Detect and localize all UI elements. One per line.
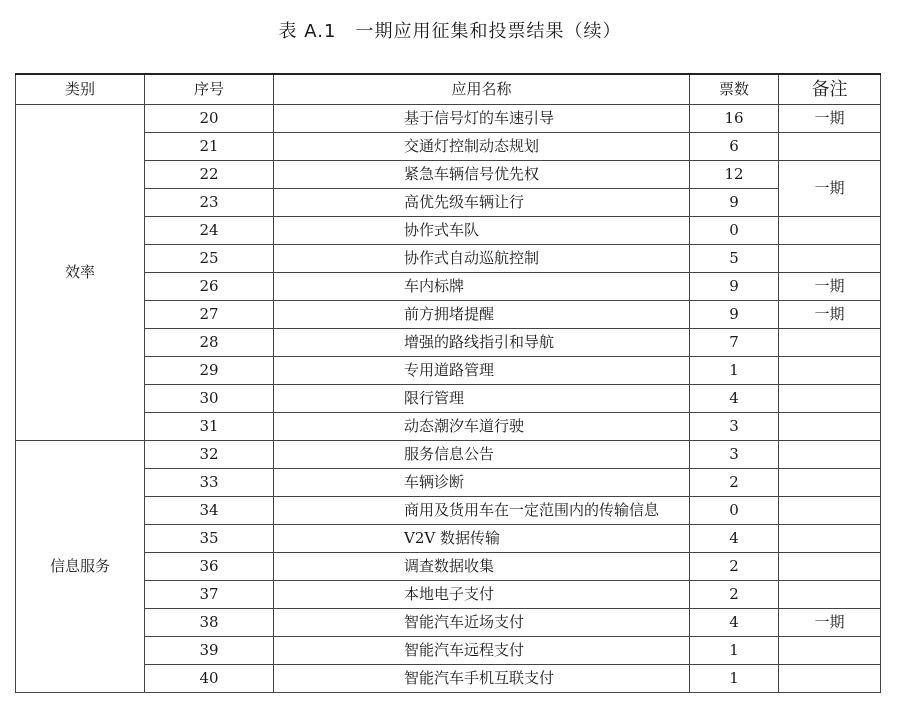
name-cell: 商用及货用车在一定范围内的传输信息 xyxy=(274,497,690,525)
note-cell xyxy=(779,413,881,441)
category-cell: 信息服务 xyxy=(16,441,145,693)
name-cell: 紧急车辆信号优先权 xyxy=(274,161,690,189)
votes-cell: 4 xyxy=(690,525,779,553)
note-cell xyxy=(779,581,881,609)
name-cell: 前方拥堵提醒 xyxy=(274,301,690,329)
votes-cell: 3 xyxy=(690,413,779,441)
number-cell: 31 xyxy=(145,413,274,441)
votes-cell: 2 xyxy=(690,469,779,497)
votes-cell: 0 xyxy=(690,217,779,245)
name-cell: 智能汽车近场支付 xyxy=(274,609,690,637)
note-cell: 一期 xyxy=(779,609,881,637)
note-cell xyxy=(779,469,881,497)
votes-cell: 4 xyxy=(690,385,779,413)
header-votes: 票数 xyxy=(690,74,779,105)
table-row xyxy=(16,357,881,385)
note-cell xyxy=(779,329,881,357)
header-number: 序号 xyxy=(145,74,274,105)
votes-cell: 9 xyxy=(690,189,779,217)
note-cell xyxy=(779,525,881,553)
table-row xyxy=(16,553,881,581)
votes-cell: 3 xyxy=(690,441,779,469)
table-title: 表 A.1 一期应用征集和投票结果（续） xyxy=(278,21,622,42)
number-cell: 23 xyxy=(145,189,274,217)
number-cell: 24 xyxy=(145,217,274,245)
note-cell xyxy=(779,133,881,161)
table-row xyxy=(16,581,881,609)
votes-cell: 0 xyxy=(690,497,779,525)
note-cell: 一期 xyxy=(779,273,881,301)
name-cell: 车辆诊断 xyxy=(274,469,690,497)
number-cell: 35 xyxy=(145,525,274,553)
name-cell: 智能汽车手机互联支付 xyxy=(274,665,690,693)
table-row xyxy=(16,441,881,469)
votes-cell: 1 xyxy=(690,637,779,665)
number-cell: 32 xyxy=(145,441,274,469)
votes-cell: 12 xyxy=(690,161,779,189)
table-row xyxy=(16,497,881,525)
name-cell: 智能汽车远程支付 xyxy=(274,637,690,665)
votes-cell: 5 xyxy=(690,245,779,273)
note-cell: 一期 xyxy=(779,105,881,133)
table-row xyxy=(16,385,881,413)
votes-cell: 2 xyxy=(690,553,779,581)
table-row xyxy=(16,105,881,133)
votes-cell: 7 xyxy=(690,329,779,357)
number-cell: 26 xyxy=(145,273,274,301)
name-cell: V2V 数据传输 xyxy=(274,525,690,553)
number-cell: 40 xyxy=(145,665,274,693)
table-row xyxy=(16,189,881,217)
header-name: 应用名称 xyxy=(274,74,690,105)
name-cell: 高优先级车辆让行 xyxy=(274,189,690,217)
name-cell: 交通灯控制动态规划 xyxy=(274,133,690,161)
note-cell xyxy=(779,357,881,385)
number-cell: 38 xyxy=(145,609,274,637)
number-cell: 27 xyxy=(145,301,274,329)
table-row xyxy=(16,133,881,161)
name-cell: 动态潮汐车道行驶 xyxy=(274,413,690,441)
votes-cell: 6 xyxy=(690,133,779,161)
number-cell: 29 xyxy=(145,357,274,385)
number-cell: 25 xyxy=(145,245,274,273)
name-cell: 服务信息公告 xyxy=(274,441,690,469)
name-cell: 协作式自动巡航控制 xyxy=(274,245,690,273)
note-cell xyxy=(779,665,881,693)
name-cell: 专用道路管理 xyxy=(274,357,690,385)
note-cell xyxy=(779,385,881,413)
number-cell: 21 xyxy=(145,133,274,161)
header-row xyxy=(16,74,881,105)
name-cell: 增强的路线指引和导航 xyxy=(274,329,690,357)
number-cell: 36 xyxy=(145,553,274,581)
header-note: 备注 xyxy=(779,74,881,105)
number-cell: 28 xyxy=(145,329,274,357)
number-cell: 20 xyxy=(145,105,274,133)
table-row xyxy=(16,245,881,273)
results-table xyxy=(15,73,881,693)
name-cell: 限行管理 xyxy=(274,385,690,413)
votes-cell: 9 xyxy=(690,273,779,301)
votes-cell: 16 xyxy=(690,105,779,133)
note-cell xyxy=(779,497,881,525)
number-cell: 30 xyxy=(145,385,274,413)
note-cell xyxy=(779,637,881,665)
header-category: 类别 xyxy=(16,74,145,105)
table-row xyxy=(16,301,881,329)
table-row xyxy=(16,525,881,553)
table-row xyxy=(16,665,881,693)
table-row xyxy=(16,609,881,637)
table-row xyxy=(16,217,881,245)
category-cell: 效率 xyxy=(16,105,145,441)
table-row xyxy=(16,637,881,665)
table-row xyxy=(16,469,881,497)
name-cell: 本地电子支付 xyxy=(274,581,690,609)
number-cell: 39 xyxy=(145,637,274,665)
note-cell xyxy=(779,553,881,581)
number-cell: 22 xyxy=(145,161,274,189)
name-cell: 基于信号灯的车速引导 xyxy=(274,105,690,133)
number-cell: 37 xyxy=(145,581,274,609)
note-cell: 一期 xyxy=(779,161,881,217)
votes-cell: 2 xyxy=(690,581,779,609)
note-cell xyxy=(779,441,881,469)
note-cell xyxy=(779,217,881,245)
table-row xyxy=(16,161,881,189)
votes-cell: 9 xyxy=(690,301,779,329)
number-cell: 34 xyxy=(145,497,274,525)
table-row xyxy=(16,413,881,441)
votes-cell: 1 xyxy=(690,665,779,693)
votes-cell: 4 xyxy=(690,609,779,637)
name-cell: 协作式车队 xyxy=(274,217,690,245)
name-cell: 调查数据收集 xyxy=(274,553,690,581)
number-cell: 33 xyxy=(145,469,274,497)
table-row xyxy=(16,329,881,357)
table-row xyxy=(16,273,881,301)
votes-cell: 1 xyxy=(690,357,779,385)
note-cell: 一期 xyxy=(779,301,881,329)
note-cell xyxy=(779,245,881,273)
name-cell: 车内标牌 xyxy=(274,273,690,301)
